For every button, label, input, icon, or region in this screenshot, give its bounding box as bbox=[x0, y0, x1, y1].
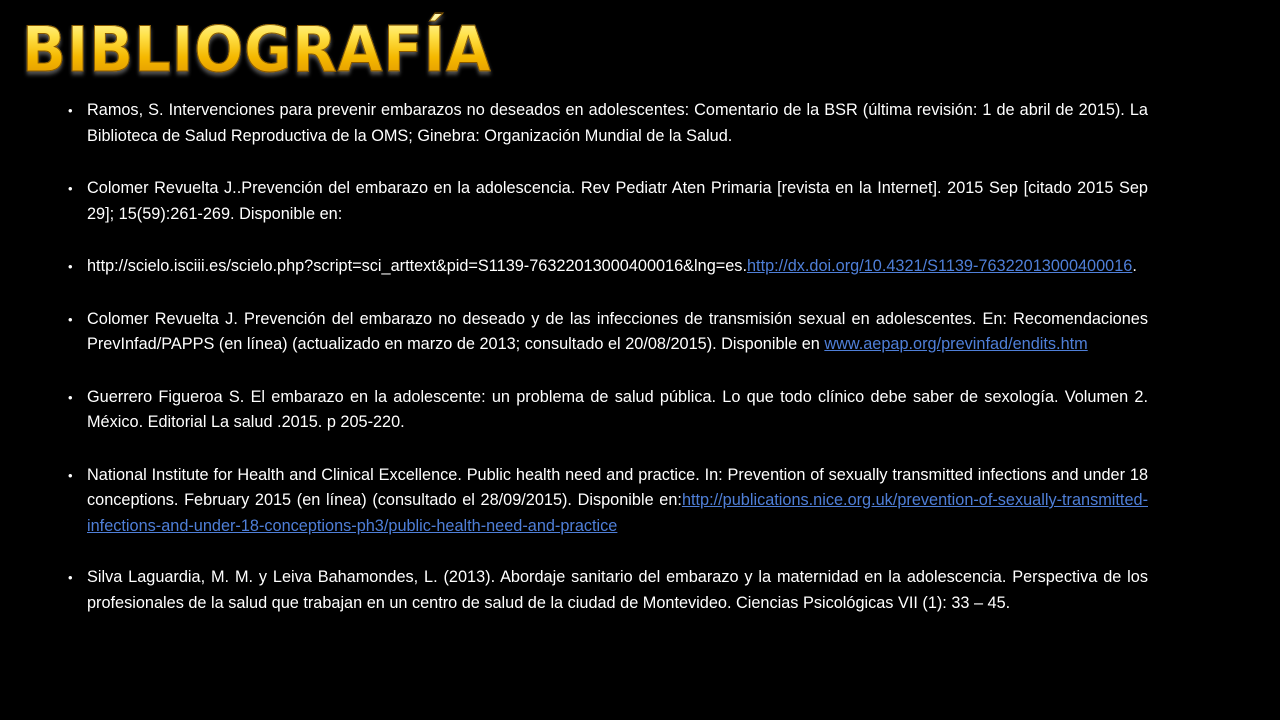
reference-suffix: . bbox=[1132, 257, 1137, 275]
reference-text: Silva Laguardia, M. M. y Leiva Bahamondes, L. (2013). Abordaje sanitario del embarazo y la maternidad en la adolescencia. Perspectiva de los profesionales de la salud que trabajan en un centro de salud de la ciudad de Montevideo. Ciencias Psicológicas VII (1): 33 – 45. bbox=[87, 568, 1148, 612]
reference-text: Guerrero Figueroa S. El embarazo en la adolescente: un problema de salud pública. Lo que todo clínico debe saber de sexología. Volumen 2. México. Editorial La salud .2015. p 205-220. bbox=[87, 387, 1148, 431]
bullet-icon: • bbox=[68, 259, 73, 274]
bullet-icon: • bbox=[68, 570, 73, 585]
reference-item-5 bbox=[68, 385, 1148, 436]
reference-item-4 bbox=[68, 307, 1148, 358]
reference-text: Colomer Revuelta J. Prevención del embarazo no deseado y de las infecciones de transmisión sexual en adolescentes. En: Recomendaciones PrevInfad/PAPPS (en línea) (actualizado en marzo de 2013; consultado el 20/08/2015). Disponible en bbox=[87, 309, 1148, 353]
bullet-icon: • bbox=[68, 103, 73, 118]
doi-link[interactable]: http://dx.doi.org/10.4321/S1139-76322013000400016 bbox=[746, 257, 1133, 275]
bullet-icon: • bbox=[68, 311, 73, 327]
reference-text: http://scielo.isciii.es/scielo.php?script=sci_arttext&pid=S1139-76322013000400016&lng=es. bbox=[87, 257, 747, 275]
reference-text: Ramos, S. Intervenciones para prevenir embarazos no deseados en adolescentes: Comentario de la BSR (última revisión: 1 de abril de 2015). La Biblioteca de Salud Reproductiva de la OMS; Ginebra: Organización Mundial de la Salud. bbox=[87, 101, 1148, 145]
reference-item-2 bbox=[68, 176, 1148, 227]
reference-item-7 bbox=[68, 565, 1148, 616]
bullet-icon: • bbox=[68, 181, 73, 196]
reference-item-3 bbox=[68, 254, 1148, 280]
reference-text: Colomer Revuelta J..Prevención del embarazo en la adolescencia. Rev Pediatr Aten Primaria [revista en la Internet]. 2015 Sep [citado 2015 Sep 29]; 15(59):261-269. Disponible en: bbox=[87, 179, 1148, 223]
bullet-icon: • bbox=[68, 389, 73, 405]
nice-link[interactable]: http://publications.nice.org.uk/prevention-of-sexually-transmitted-infections-and-under-18-conceptions-ph3/public-health-need-and-practice bbox=[87, 491, 1148, 535]
bullet-icon: • bbox=[68, 467, 73, 483]
page-title: BIBLIOGRAFÍA bbox=[22, 13, 492, 86]
aepap-link[interactable]: www.aepap.org/previnfad/endits.htm bbox=[824, 335, 1088, 353]
reference-text: National Institute for Health and Clinical Excellence. Public health need and practice. In: Prevention of sexually transmitted infections and under 18 conceptions. February 2015 (en línea) (consultado el 28/09/2015). Disponible en: bbox=[87, 465, 1148, 509]
reference-list bbox=[68, 98, 1148, 643]
reference-item-1 bbox=[68, 98, 1148, 149]
reference-item-6 bbox=[68, 463, 1148, 540]
